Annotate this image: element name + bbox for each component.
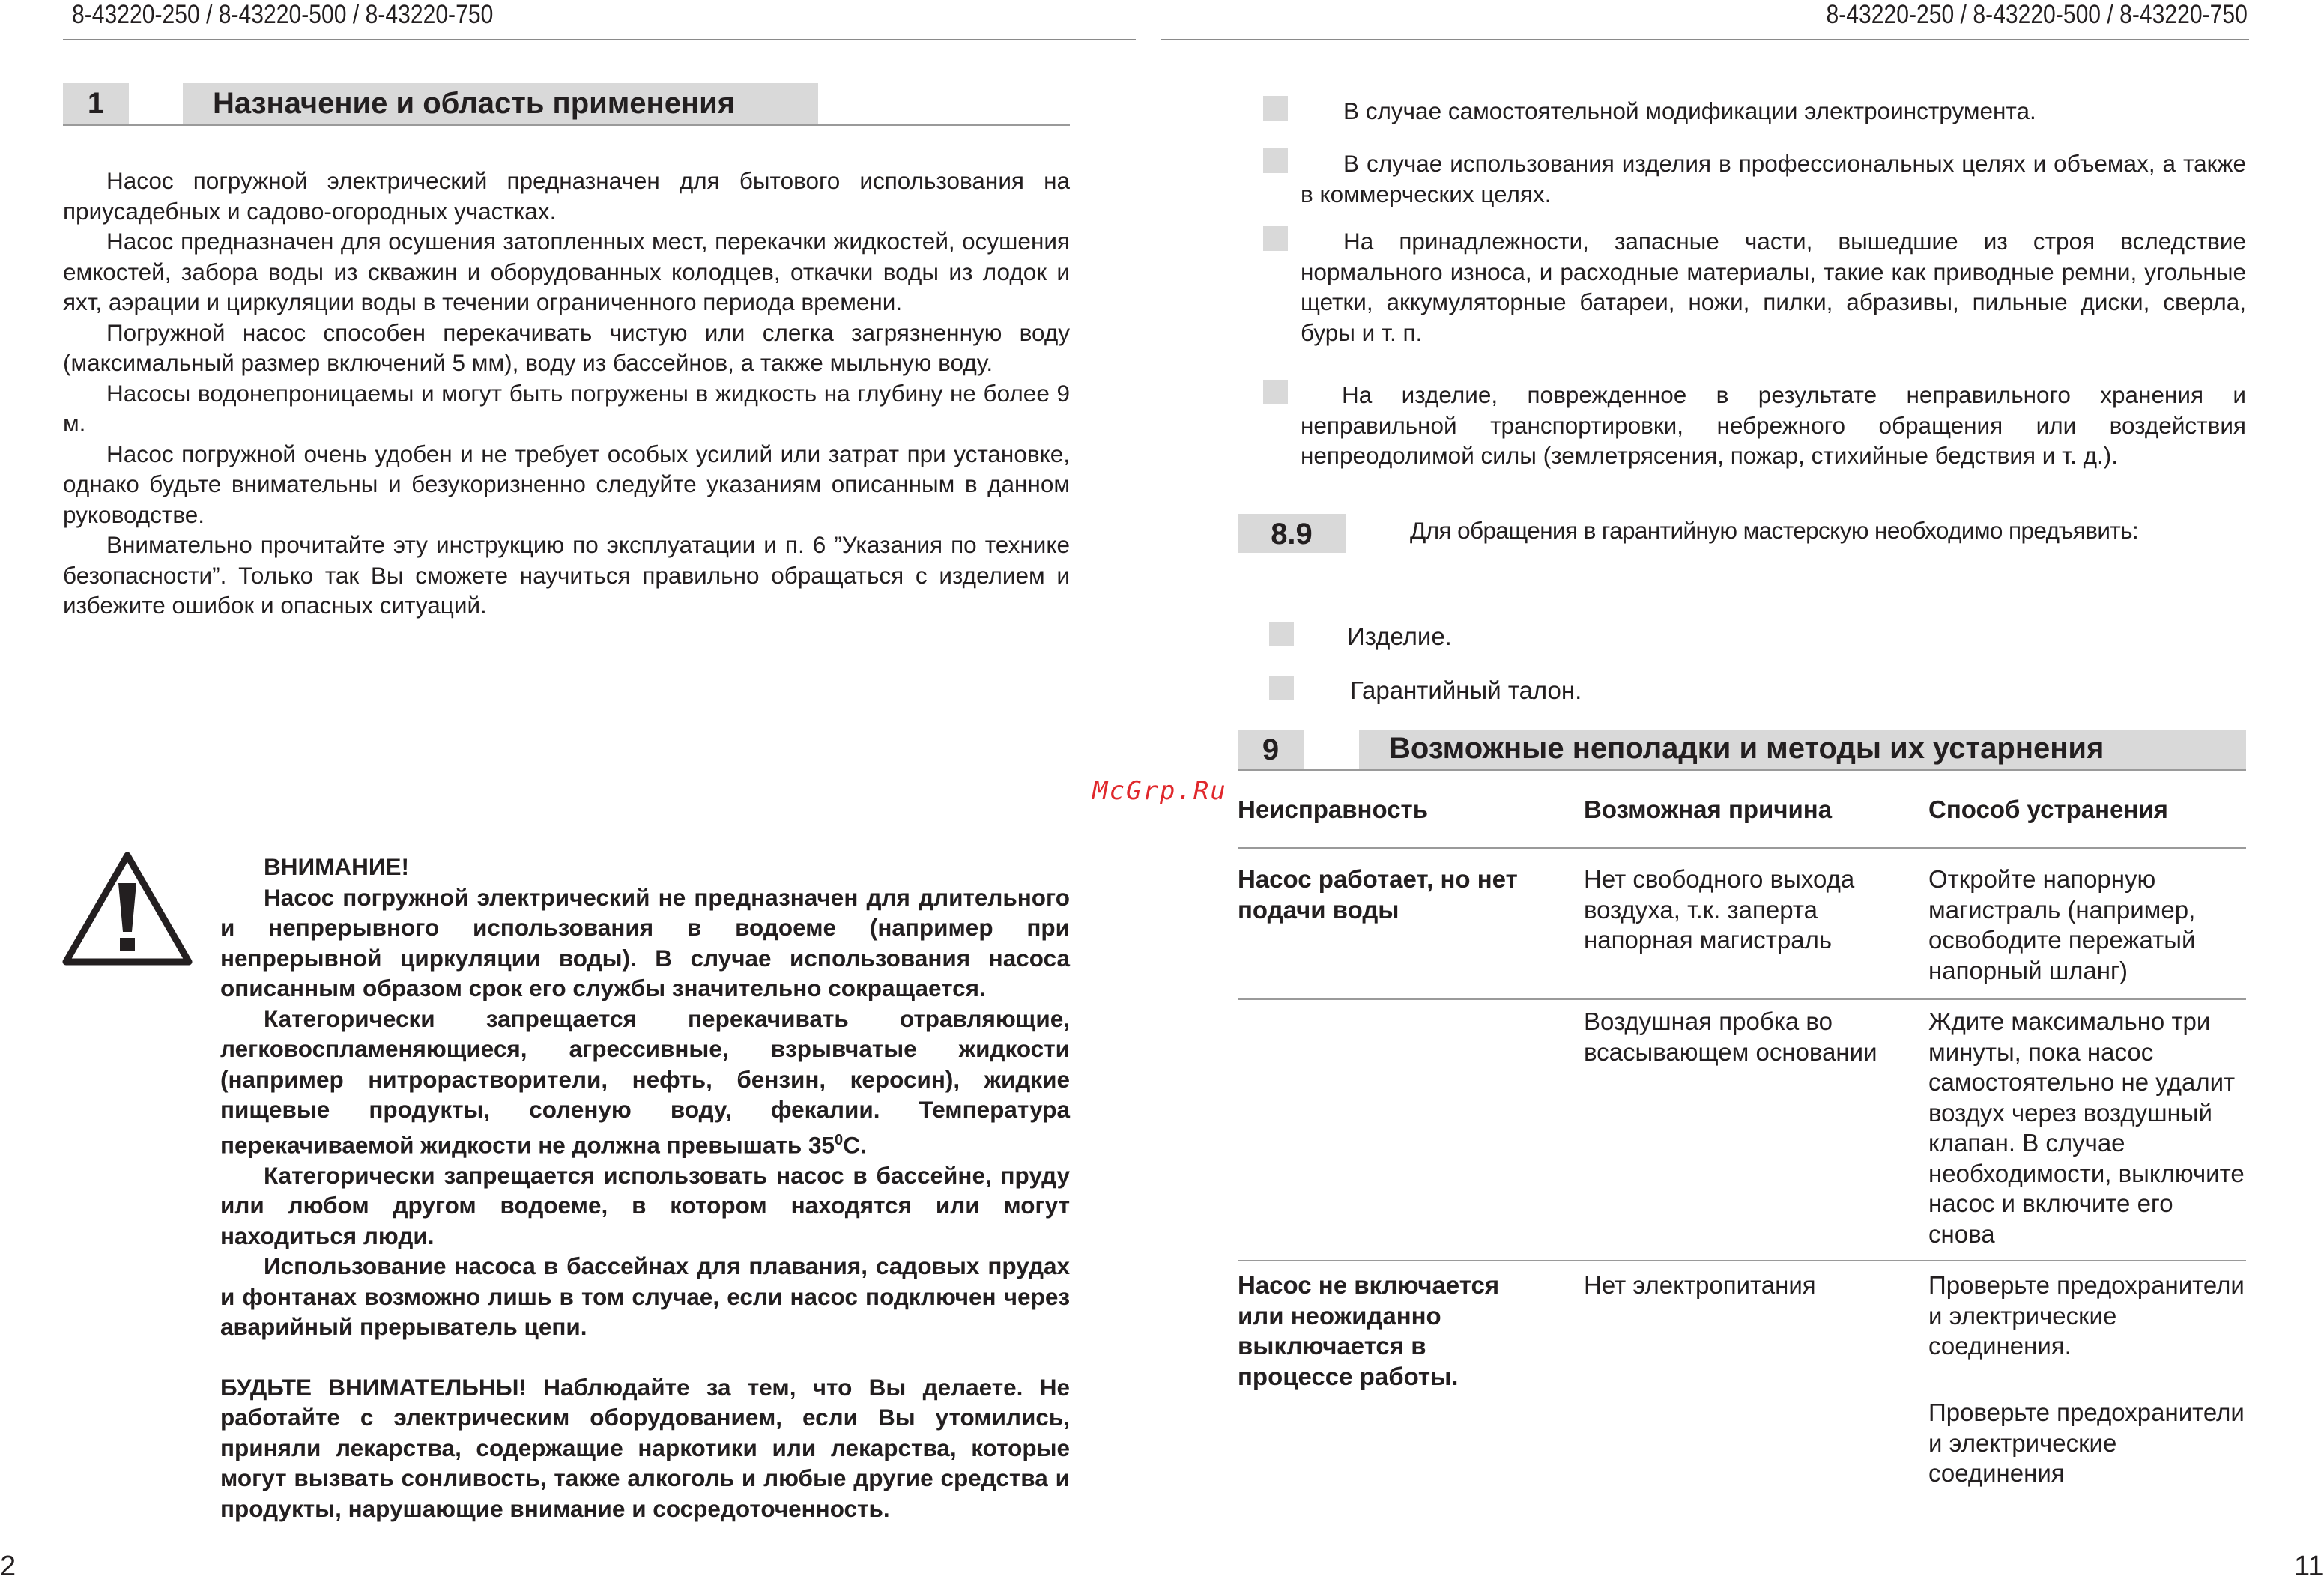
intro-paragraph: Насосы водонепроницаемы и могут быть погружены в жидкость на глубину не более 9 м. <box>63 379 1070 437</box>
watermark: McGrp.Ru <box>1092 776 1227 806</box>
warning-temp-unit: С. <box>843 1131 867 1158</box>
bullet-square <box>1263 226 1288 251</box>
intro-paragraph: Насос погружной очень удобен и не требует особых усилий или затрат при установке, однако будьте внимательны и безукоризненно следуйте указаниям описанным в данном руководстве. <box>63 440 1070 528</box>
warning-block <box>220 852 1070 1524</box>
bullet-text: В случае использования изделия в профессиональных целях и объемах, а также в коммерческих целях. <box>1301 150 2246 207</box>
warning-paragraph: Насос погружной электрический не предназначен для длительного и непрерывного использования в водоеме (например при непрерывной циркуляции воды). В случае использования насоса описанным образом срок его службы значительно сокращается. <box>220 883 1070 1001</box>
intro-paragraph: Внимательно прочитайте эту инструкцию по эксплуатации и п. 6 ”Указания по технике безопасности”. Только так Вы сможете научиться правильно обращаться с изделием и избежите ошибок и опасных ситуаций. <box>63 531 1070 619</box>
section-9-title: Возможные неполадки и методы их устарнения <box>1359 730 2246 769</box>
header-left: 8-43220-250 / 8-43220-500 / 8-43220-750 <box>72 0 494 29</box>
intro-paragraph: Погружной насос способен перекачивать чистую или слегка загрязненную воду (максимальный размер включений 5 мм), воду из бассейнов, а также мыльную воду. <box>63 318 1070 376</box>
table-rule <box>1238 1260 2246 1261</box>
table-header-cause: Возможная причина <box>1584 795 1833 823</box>
page-number-left: 2 <box>0 1551 16 1582</box>
warning-paragraph: Использование насоса в бассейнах для плавания, садовых прудах и фонтанах возможно лишь в том случае, если насос подключен через аварийный прерыватель цепи. <box>220 1252 1070 1340</box>
warning-attention: БУДЬТЕ ВНИМАТЕЛЬНЫ! Наблюдайте за тем, что Вы делаете. Не работайте с электрическим оборудованием, если Вы утомились, приняли лекарства, содержащие наркотики или лекарства, которые могут вызвать сонливость, также алкоголь и любые другие средства и продукты, нарушающие внимание и сосредоточенность. <box>220 1373 1070 1522</box>
section-1-rule <box>63 124 1070 126</box>
bullet-text: На принадлежности, запасные части, вышедшие из строя вследствие нормального износа, и расходные материалы, такие как приводные ремни, угольные щетки, аккумуляторные батареи, ножи, пилки, абразивы, пильные диски, сверла, буры и т. п. <box>1301 228 2246 346</box>
table-header-fault: Неисправность <box>1238 795 1429 823</box>
page-number-right: 11 <box>2294 1551 2324 1582</box>
table-cell-fix: Проверьте предохранители и электрические соединения. <box>1928 1271 2245 1360</box>
table-cell-fix: Ждите максимально три минуты, пока насос самостоятельно не удалит воздух через воздушный клапан. В случае необходимости, выключите насос и включите его снова <box>1928 1007 2245 1248</box>
table-cell-cause: Нет электропитания <box>1584 1271 1816 1299</box>
warning-paragraph <box>220 1004 1070 1160</box>
intro-paragraph: Насос предназначен для осушения затопленных мест, перекачки жидкостей, осушения емкостей, забора воды из скважин и оборудованных колодцев, откачки воды из лодок и яхт, аэрации и циркуляции воды в течении ограниченного периода времени. <box>63 228 1070 315</box>
table-rule <box>1238 998 2246 1000</box>
warning-heading: ВНИМАНИЕ! <box>264 853 410 880</box>
header-right: 8-43220-250 / 8-43220-500 / 8-43220-750 <box>1826 0 2248 29</box>
warning-triangle-icon <box>60 849 195 969</box>
section-9-number: 9 <box>1238 730 1304 769</box>
header-rule-left <box>63 39 1136 40</box>
warning-paragraph: Категорически запрещается использовать насос в бассейне, пруду или любом другом водоеме, в котором находятся или могут находиться люди. <box>220 1161 1070 1249</box>
table-header-fix: Способ устранения <box>1928 795 2168 823</box>
degree-sup: 0 <box>835 1131 844 1148</box>
bullet-text: Изделие. <box>1347 622 1452 650</box>
bullet-square <box>1263 96 1288 121</box>
section-1-number: 1 <box>63 83 129 124</box>
bullet-text: На изделие, поврежденное в результате неправильного хранения и неправильной транспортировки, небрежного обращения или воздействия непреодолимой силы (землетрясения, пожар, стихийные бедствия и т. д.). <box>1301 381 2246 469</box>
section-1-title: Назначение и область применения <box>183 83 818 124</box>
bullet-square <box>1263 380 1288 404</box>
bullet-text: В случае самостоятельной модификации электроинструмента. <box>1343 97 2036 124</box>
header-rule-right <box>1161 39 2249 40</box>
table-cell-cause: Нет свободного выхода воздуха, т.к. заперта напорная магистраль <box>1584 865 1855 954</box>
section-9-rule <box>1238 769 2246 771</box>
bullet-text: Гарантийный талон. <box>1350 676 1582 704</box>
table-cell-fault: Насос работает, но нет подачи воды <box>1238 865 1518 924</box>
table-cell-cause: Воздушная пробка во всасывающем основании <box>1584 1007 1877 1066</box>
intro-text <box>63 166 1070 621</box>
table-rule <box>1238 847 2246 849</box>
table-cell-fix: Откройте напорную магистраль (например, освободите пережатый напорный шланг) <box>1928 865 2196 984</box>
bullet-square <box>1263 148 1288 173</box>
section-8-9-number: 8.9 <box>1238 514 1346 553</box>
table-cell-fault: Насос не включается или неожиданно выключается в процессе работы. <box>1238 1271 1500 1390</box>
bullet-square <box>1269 622 1294 646</box>
warning-temp-text: Категорически запрещается перекачивать отравляющие, легковоспламеняющиеся, агрессивные, взрывчатые жидкости (например нитрорастворители, нефть, бензин, керосин), жидкие пищевые продукты, соленую воду, фекалии. Температура перекачиваемой жидкости не должна превышать 35 <box>220 1004 1070 1158</box>
bullet-square <box>1269 676 1294 700</box>
table-cell-fix: Проверьте предохранители и электрические соединения <box>1928 1398 2245 1487</box>
intro-paragraph: Насос погружной электрический предназначен для бытового использования на приусадебных и садово-огородных участках. <box>63 167 1070 225</box>
section-8-9-text: Для обращения в гарантийную мастерскую необходимо предъявить: <box>1410 517 2139 544</box>
